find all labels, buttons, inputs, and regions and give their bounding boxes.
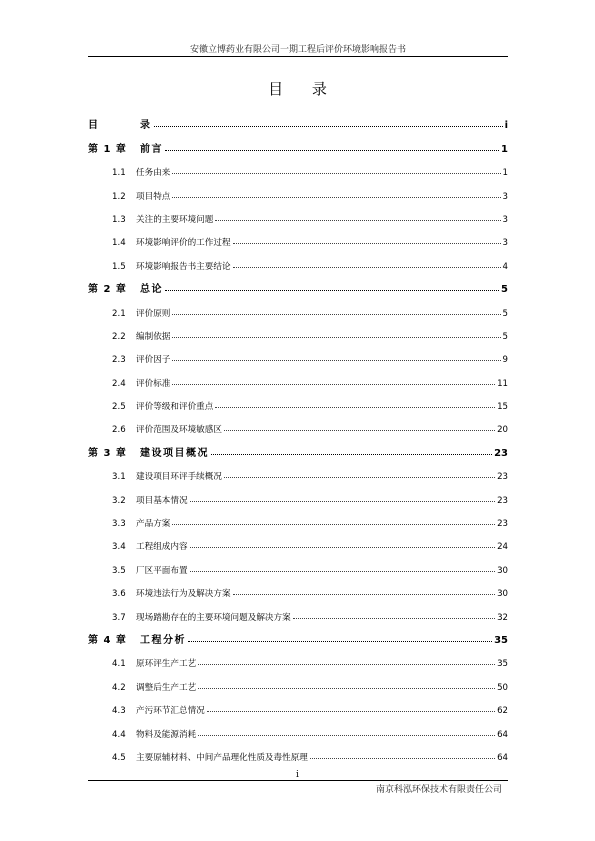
toc-entry-page: i — [504, 120, 508, 132]
toc-section-entry[interactable] — [88, 155, 508, 178]
toc-entry-page: 35 — [494, 634, 508, 646]
toc-section-entry[interactable] — [88, 599, 508, 622]
toc-entry-number: 3.2 — [112, 495, 126, 506]
footer-divider — [88, 780, 508, 781]
toc-leader-dots — [224, 476, 495, 478]
toc-entry-title: 现场踏勘存在的主要环境问题及解决方案 — [136, 612, 291, 623]
toc-entry-title: 建设项目概况 — [140, 447, 209, 459]
toc-entry-title: 环境影响报告书主要结论 — [136, 261, 231, 272]
toc-leader-dots — [172, 313, 500, 315]
toc-entry-number: 2.6 — [112, 425, 126, 436]
toc-entry-number: 1.2 — [112, 191, 126, 202]
toc-chapter-entry[interactable] — [88, 131, 508, 154]
toc-leader-dots — [207, 710, 495, 712]
toc-entry-title: 厂区平面布置 — [136, 565, 188, 576]
header-divider — [88, 56, 508, 57]
toc-entry-number: 3.4 — [112, 542, 126, 553]
toc-section-entry[interactable] — [88, 716, 508, 739]
toc-entry-title: 调整后生产工艺 — [136, 682, 197, 693]
toc-leader-dots — [190, 546, 495, 548]
toc-section-entry[interactable] — [88, 482, 508, 505]
toc-entry-number: 1.3 — [112, 214, 126, 225]
toc-entry-title: 任务由来 — [136, 168, 171, 179]
toc-entry-page: 3 — [502, 191, 508, 202]
toc-entry-number: 2.5 — [112, 402, 126, 413]
toc-section-entry[interactable] — [88, 295, 508, 318]
toc-entry-page: 23 — [497, 495, 508, 506]
toc-entry-number: 第 1 章 — [88, 143, 127, 155]
toc-leader-dots — [172, 523, 495, 525]
toc-section-entry[interactable] — [88, 248, 508, 271]
toc-entry-number: 4.3 — [112, 706, 126, 717]
toc-leader-dots — [215, 219, 500, 221]
toc-entry-number: 2.4 — [112, 378, 126, 389]
toc-entry-page: 1 — [502, 168, 508, 179]
toc-entry-page: 3 — [502, 238, 508, 249]
toc-leader-dots — [188, 640, 492, 642]
toc-entry-number: 3.1 — [112, 472, 126, 483]
toc-section-entry[interactable] — [88, 693, 508, 716]
toc-entry-title: 项目特点 — [136, 191, 171, 202]
toc-entry-page: 15 — [497, 402, 508, 413]
toc-entry-page: 23 — [497, 472, 508, 483]
toc-chapter-entry[interactable] — [88, 623, 508, 646]
toc-title: 目 录 — [268, 80, 339, 98]
toc-entry-title: 评价等级和评价重点 — [136, 402, 214, 413]
toc-section-entry[interactable] — [88, 669, 508, 692]
toc-leader-dots — [172, 196, 500, 198]
toc-entry-page: 62 — [497, 706, 508, 717]
toc-entry-page: 5 — [502, 331, 508, 342]
toc-leader-dots — [190, 500, 495, 502]
toc-section-entry[interactable] — [88, 412, 508, 435]
toc-entry-page: 30 — [497, 589, 508, 600]
toc-entry-page: 64 — [497, 729, 508, 740]
toc-section-entry[interactable] — [88, 342, 508, 365]
toc-leader-dots — [198, 687, 495, 689]
footer-company: 南京科泓环保技术有限责任公司 — [375, 785, 502, 795]
toc-entry-page: 23 — [494, 447, 508, 459]
toc-section-entry[interactable] — [88, 319, 508, 342]
toc-entry-page: 50 — [497, 682, 508, 693]
toc-entry-number: 第 2 章 — [88, 284, 127, 296]
toc-section-entry[interactable] — [88, 459, 508, 482]
toc-entry-number: 3.6 — [112, 589, 126, 600]
toc-entry-number: 3.5 — [112, 565, 126, 576]
toc-entry-title: 评价因子 — [136, 355, 171, 366]
toc-entry-page: 24 — [497, 542, 508, 553]
toc-leader-dots — [233, 242, 501, 244]
toc-entry-number: 第 3 章 — [88, 447, 127, 459]
toc-entry-page: 5 — [501, 284, 508, 296]
toc-entry-title: 环境影响评价的工作过程 — [136, 238, 231, 249]
toc-leader-dots — [215, 406, 495, 408]
toc-entry-number: 4.1 — [112, 659, 126, 670]
toc-leader-dots — [172, 383, 495, 385]
toc-entry-title: 产污环节汇总情况 — [136, 706, 205, 717]
toc-leader-dots — [198, 734, 495, 736]
toc-section-entry[interactable] — [88, 576, 508, 599]
toc-leader-dots — [165, 149, 499, 151]
toc-entry-page: 11 — [497, 378, 508, 389]
toc-chapter-entry[interactable] — [88, 272, 508, 295]
toc-chapter-entry[interactable] — [88, 435, 508, 458]
toc-section-entry[interactable] — [88, 740, 508, 763]
toc-leader-dots — [198, 663, 495, 665]
toc-section-entry[interactable] — [88, 365, 508, 388]
toc-entry-number: 4.2 — [112, 682, 126, 693]
toc-entry-number: 2.2 — [112, 331, 126, 342]
toc-leader-dots — [224, 429, 495, 431]
toc-entry-number: 目 — [88, 120, 99, 132]
toc-entry-number: 1.5 — [112, 261, 126, 272]
toc-entry-title: 环境违法行为及解决方案 — [136, 589, 231, 600]
toc-entry-title: 前言 — [140, 143, 163, 155]
toc-section-entry[interactable] — [88, 506, 508, 529]
toc-leader-dots — [165, 289, 499, 291]
toc-entry-number: 2.3 — [112, 355, 126, 366]
toc-section-entry[interactable] — [88, 389, 508, 412]
table-of-contents — [88, 108, 508, 763]
toc-section-entry[interactable] — [88, 552, 508, 575]
toc-entry-page: 32 — [497, 612, 508, 623]
toc-entry-title: 关注的主要环境问题 — [136, 214, 214, 225]
toc-leader-dots — [233, 593, 496, 595]
toc-leader-dots — [154, 125, 503, 127]
toc-entry-title: 总论 — [140, 284, 163, 296]
toc-entry-page: 3 — [502, 214, 508, 225]
toc-entry-number: 1.1 — [112, 168, 126, 179]
toc-entry-number: 4.5 — [112, 752, 126, 763]
toc-entry-title: 编制依据 — [136, 331, 171, 342]
toc-entry-page: 5 — [502, 308, 508, 319]
toc-leader-dots — [233, 266, 501, 268]
toc-leader-dots — [310, 757, 495, 759]
toc-entry-title: 产品方案 — [136, 519, 171, 530]
toc-entry-page: 30 — [497, 565, 508, 576]
toc-entry-page: 64 — [497, 752, 508, 763]
toc-entry-page: 23 — [497, 519, 508, 530]
toc-leader-dots — [172, 172, 500, 174]
toc-entry-title: 评价标准 — [136, 378, 171, 389]
toc-entry-title: 项目基本情况 — [136, 495, 188, 506]
toc-entry-title: 工程组成内容 — [136, 542, 188, 553]
toc-entry-number: 第 4 章 — [88, 634, 127, 646]
toc-entry-page: 20 — [497, 425, 508, 436]
toc-entry-title: 原环评生产工艺 — [136, 659, 197, 670]
toc-entry-title: 物料及能源消耗 — [136, 729, 197, 740]
page-number: i — [296, 770, 299, 780]
toc-entry-page: 4 — [502, 261, 508, 272]
running-header: 安徽立博药业有限公司一期工程后评价环境影响报告书 — [189, 45, 406, 55]
toc-section-entry[interactable] — [88, 178, 508, 201]
toc-entry-title: 工程分析 — [140, 634, 186, 646]
toc-entry-page: 1 — [501, 143, 508, 155]
toc-leader-dots — [211, 453, 492, 455]
toc-entry-page: 9 — [502, 355, 508, 366]
toc-chapter-entry[interactable] — [88, 108, 508, 131]
toc-entry-title: 主要原辅材料、中间产品理化性质及毒性原理 — [136, 752, 308, 763]
toc-leader-dots — [293, 617, 495, 619]
toc-entry-title: 评价原则 — [136, 308, 171, 319]
toc-entry-number: 3.7 — [112, 612, 126, 623]
toc-entry-number: 1.4 — [112, 238, 126, 249]
toc-entry-number: 4.4 — [112, 729, 126, 740]
toc-leader-dots — [172, 359, 500, 361]
toc-section-entry[interactable] — [88, 225, 508, 248]
toc-entry-page: 35 — [497, 659, 508, 670]
toc-entry-number: 2.1 — [112, 308, 126, 319]
toc-entry-title: 录 — [140, 120, 152, 132]
toc-leader-dots — [172, 336, 500, 338]
toc-entry-title: 建设项目环评手续概况 — [136, 472, 222, 483]
toc-leader-dots — [190, 570, 495, 572]
toc-section-entry[interactable] — [88, 202, 508, 225]
toc-entry-number: 3.3 — [112, 519, 126, 530]
toc-section-entry[interactable] — [88, 646, 508, 669]
toc-entry-title: 评价范围及环境敏感区 — [136, 425, 222, 436]
toc-section-entry[interactable] — [88, 529, 508, 552]
